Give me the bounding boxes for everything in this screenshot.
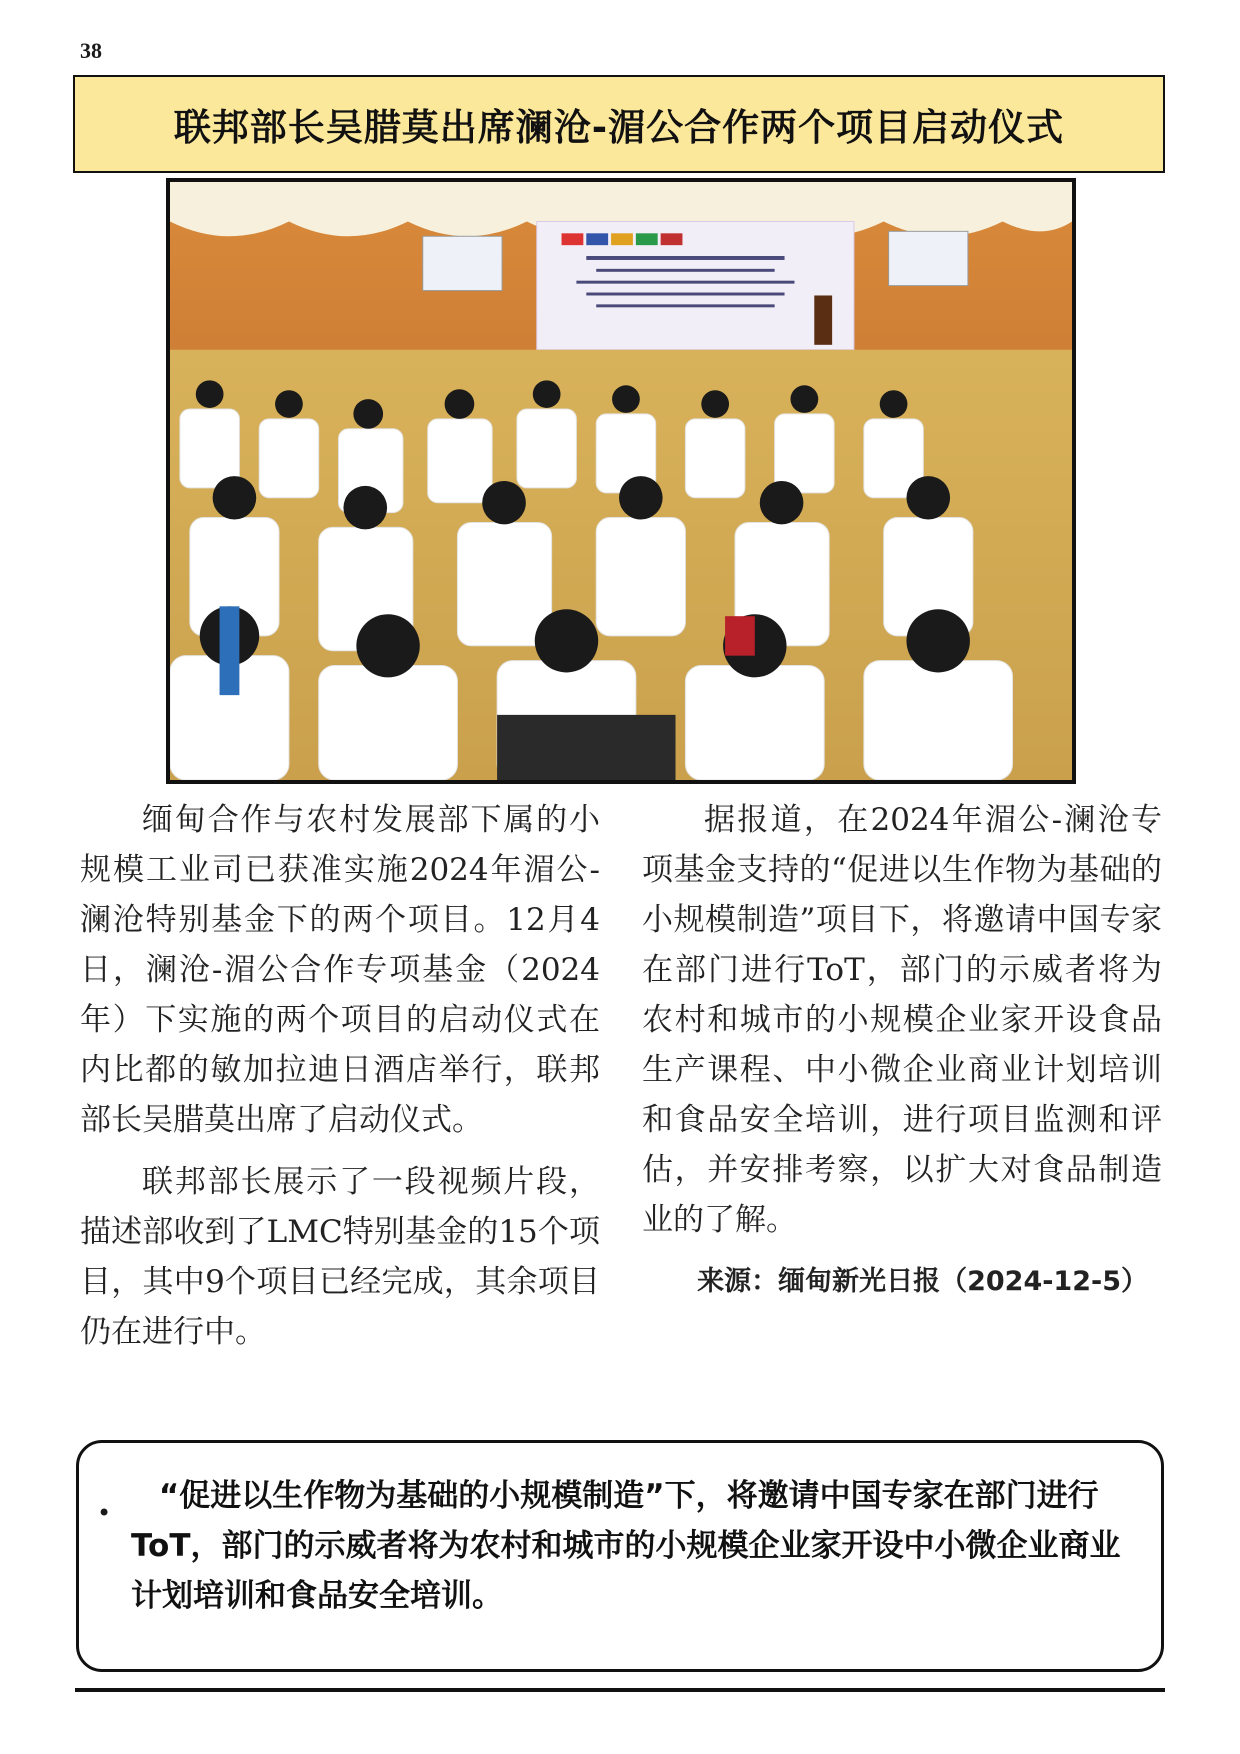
bullet-icon: • [97, 1499, 112, 1527]
highlight-box [76, 1440, 1164, 1672]
bottom-divider [75, 1688, 1165, 1692]
page-title: 联邦部长吴腊莫出席澜沧-湄公合作两个项目启动仪式 [173, 106, 1065, 149]
page-number: 38 [80, 38, 102, 63]
title-banner [73, 75, 1165, 173]
conference-photo-illustration [170, 182, 1072, 780]
highlight-text: “促进以生作物为基础的小规模制造”下，将邀请中国专家在部门进行ToT，部门的示威者将为农村和城市的小规模企业家开设中小微企业商业计划培训和食品安全培训。 [131, 1478, 1121, 1614]
article-right-column [642, 795, 1162, 1307]
article-source: 来源：缅甸新光日报（2024-12-5） [697, 1266, 1148, 1297]
article-paragraph: 据报道，在2024年湄公-澜沧专项基金支持的“促进以生作物为基础的小规模制造”项目下，将邀请中国专家在部门进行ToT，部门的示威者将为农村和城市的小规模企业家开设食品生产课程、中小微企业商业计划培训和食品安全培训，进行项目监测和评估，并安排考察，以扩大对食品制造业的了解。 [642, 802, 1162, 1238]
article-left-column [80, 795, 600, 1357]
conference-photo [166, 178, 1076, 784]
article-paragraph: 联邦部长展示了一段视频片段，描述部收到了LMC特别基金的15个项目，其中9个项目已经完成，其余项目仍在进行中。 [80, 1164, 600, 1350]
article-paragraph: 缅甸合作与农村发展部下属的小规模工业司已获准实施2024年湄公-澜沧特别基金下的两个项目。12月4日，澜沧-湄公合作专项基金（2024年）下实施的两个项目的启动仪式在内比都的敏加拉迪日酒店举行，联邦部长吴腊莫出席了启动仪式。 [80, 802, 600, 1138]
